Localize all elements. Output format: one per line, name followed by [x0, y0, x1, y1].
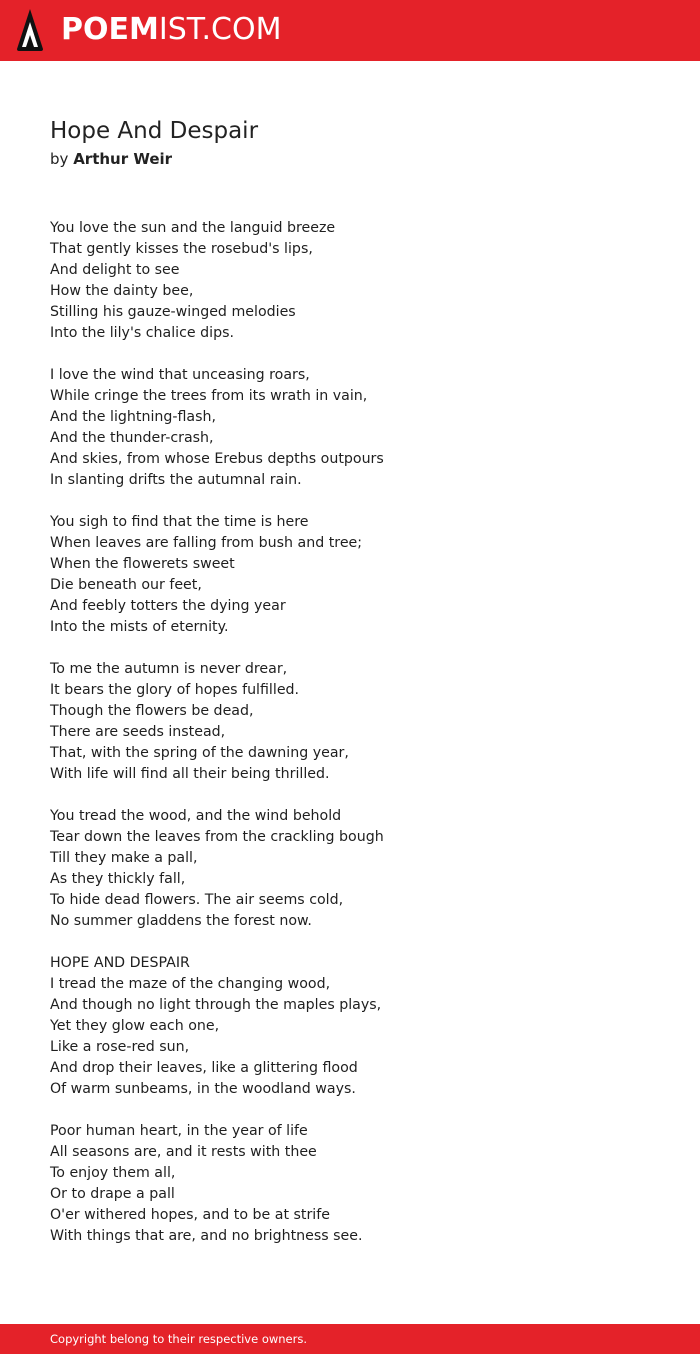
poem-line: And the lightning-flash,	[50, 409, 217, 425]
poem-line: In slanting drifts the autumnal rain.	[50, 472, 302, 488]
poem-line: Die beneath our feet,	[50, 577, 202, 593]
poem-line: While cringe the trees from its wrath in vain,	[50, 388, 368, 404]
poem-line: To enjoy them all,	[50, 1165, 176, 1181]
poem-line: Of warm sunbeams, in the woodland ways.	[50, 1081, 356, 1097]
brand-wordmark	[61, 9, 281, 51]
brand-light: IST.COM	[158, 12, 282, 47]
site-logo-link[interactable]	[17, 9, 281, 51]
poem-line: Yet they glow each one,	[50, 1018, 220, 1034]
poem-line: Tear down the leaves from the crackling bough	[50, 829, 384, 845]
poem-line: Though the flowers be dead,	[50, 703, 254, 719]
site-header	[0, 0, 700, 61]
poem-line: Till they make a pall,	[50, 850, 198, 866]
poem-line: And feebly totters the dying year	[50, 598, 286, 614]
poem-line: With life will find all their being thrilled.	[50, 766, 330, 782]
stanza	[50, 218, 650, 344]
poem-body	[50, 218, 650, 1268]
stanza	[50, 659, 650, 785]
poem-line: When the flowerets sweet	[50, 556, 235, 572]
poem-line: Stilling his gauze-winged melodies	[50, 304, 296, 320]
stanza	[50, 806, 650, 932]
brand-bold: POEM	[61, 12, 159, 47]
poem-line: And delight to see	[50, 262, 180, 278]
stanza	[50, 512, 650, 638]
poem-line: You love the sun and the languid breeze	[50, 220, 336, 236]
stanza	[50, 365, 650, 491]
author-name: Arthur Weir	[73, 150, 173, 168]
poem-line: How the dainty bee,	[50, 283, 194, 299]
copyright-text: Copyright belong to their respective owners.	[50, 1332, 308, 1346]
poem-line: I love the wind that unceasing roars,	[50, 367, 310, 383]
stanza	[50, 1121, 650, 1247]
poem-line: To hide dead flowers. The air seems cold,	[50, 892, 344, 908]
poem-line: Like a rose-red sun,	[50, 1039, 190, 1055]
poem-line: You tread the wood, and the wind behold	[50, 808, 342, 824]
poem-line: Or to drape a pall	[50, 1186, 175, 1202]
poem-line: HOPE AND DESPAIR	[50, 955, 190, 971]
byline	[50, 148, 172, 170]
poem-line: As they thickly fall,	[50, 871, 186, 887]
poem-title: Hope And Despair	[50, 118, 259, 144]
site-footer	[0, 1324, 700, 1354]
poem-line: There are seeds instead,	[50, 724, 226, 740]
poem-line: Poor human heart, in the year of life	[50, 1123, 308, 1139]
poem-line: All seasons are, and it rests with thee	[50, 1144, 317, 1160]
poem-line: Into the mists of eternity.	[50, 619, 229, 635]
pencil-tip-icon	[17, 9, 43, 51]
poem-line: And skies, from whose Erebus depths outpours	[50, 451, 384, 467]
poem-line: That, with the spring of the dawning year,	[50, 745, 349, 761]
poem-line: And the thunder-crash,	[50, 430, 214, 446]
by-label: by	[50, 150, 69, 168]
poem-line: That gently kisses the rosebud's lips,	[50, 241, 313, 257]
poem-line: With things that are, and no brightness see.	[50, 1228, 363, 1244]
poem-line: You sigh to find that the time is here	[50, 514, 309, 530]
poem-line: To me the autumn is never drear,	[50, 661, 288, 677]
poem-line: When leaves are falling from bush and tree;	[50, 535, 363, 551]
poem-line: I tread the maze of the changing wood,	[50, 976, 331, 992]
poem-line: No summer gladdens the forest now.	[50, 913, 312, 929]
stanza	[50, 953, 650, 1100]
poem-line: It bears the glory of hopes fulfilled.	[50, 682, 300, 698]
poem-line: And though no light through the maples plays,	[50, 997, 382, 1013]
poem-line: Into the lily's chalice dips.	[50, 325, 235, 341]
poem-line: O'er withered hopes, and to be at strife	[50, 1207, 330, 1223]
poem-line: And drop their leaves, like a glittering flood	[50, 1060, 358, 1076]
